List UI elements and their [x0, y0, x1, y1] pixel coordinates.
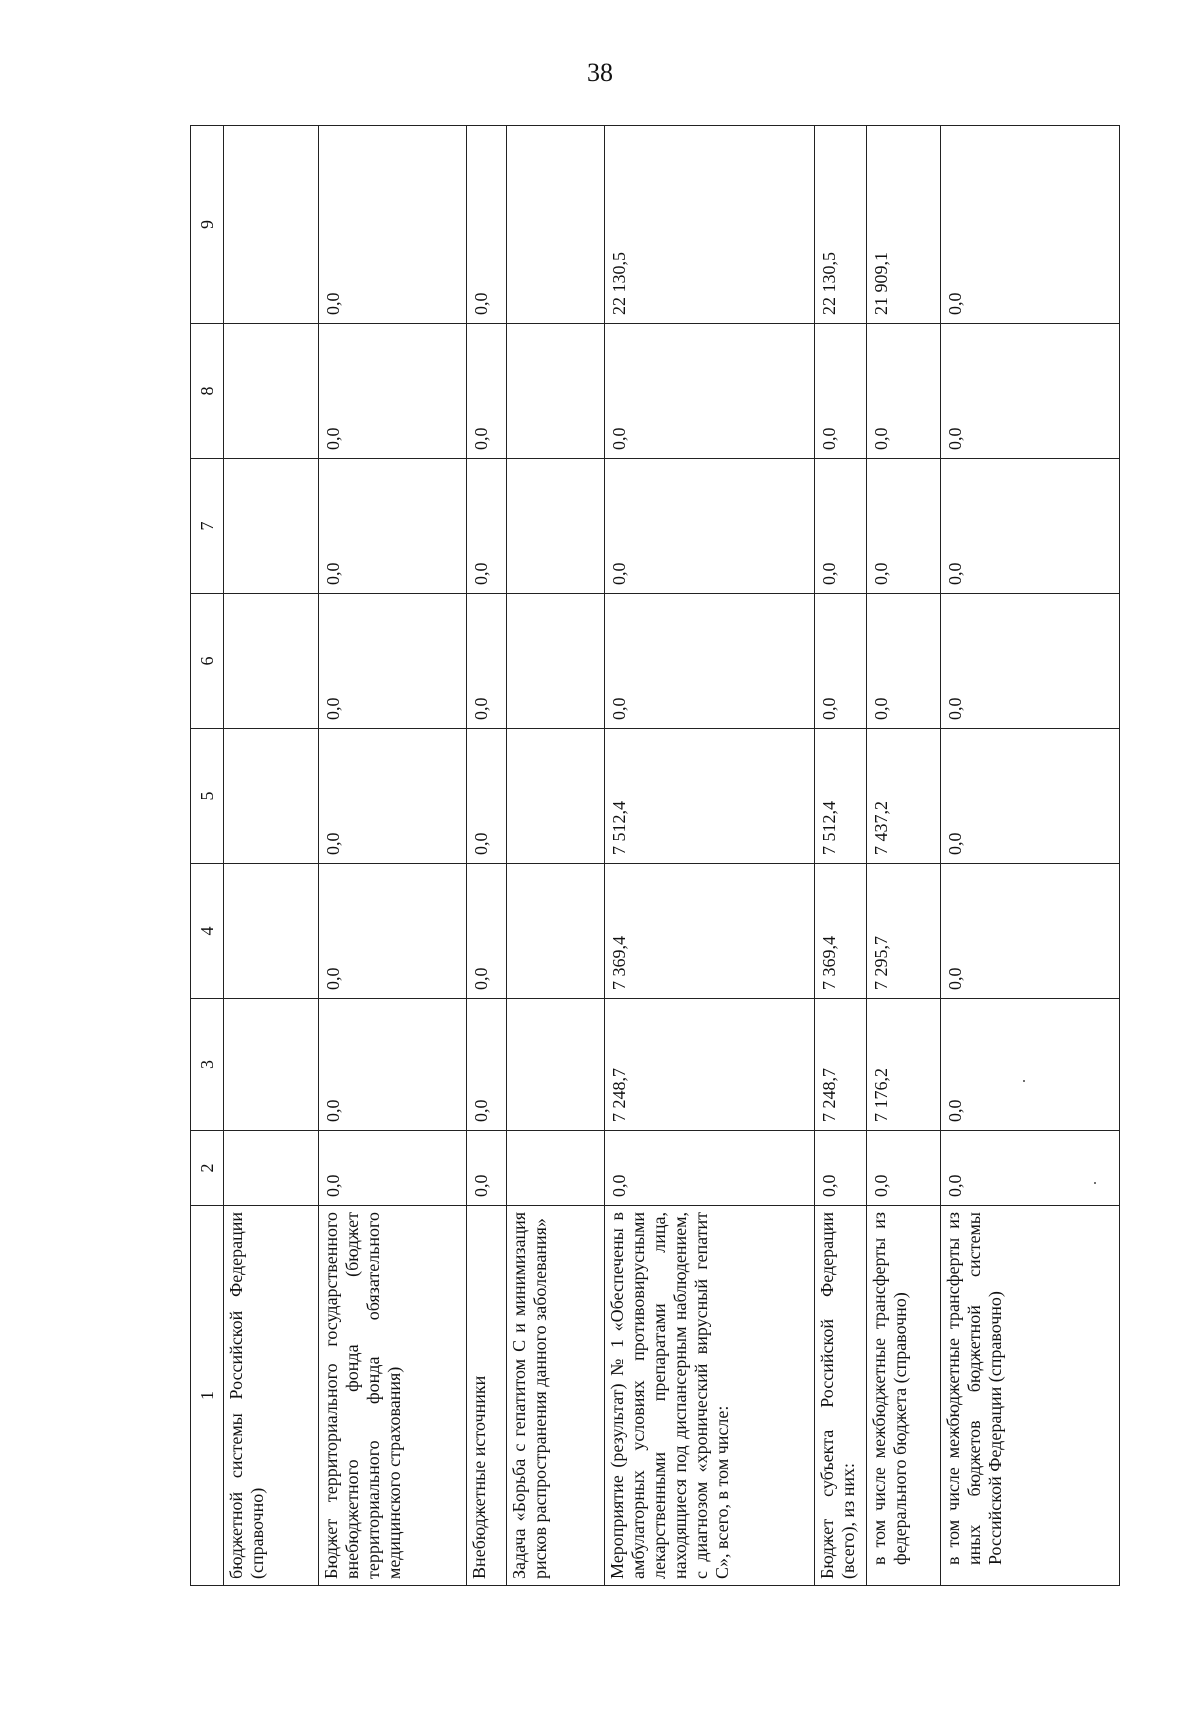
- cell-value: 0,0: [941, 999, 1120, 1131]
- cell-value: 0,0: [815, 594, 867, 729]
- cell-value: [224, 594, 319, 729]
- cell-value: [224, 324, 319, 459]
- cell-value: 0,0: [867, 1131, 941, 1206]
- column-header: 6: [191, 594, 224, 729]
- cell-value: 0,0: [941, 1131, 1120, 1206]
- cell-value: 0,0: [467, 126, 507, 324]
- cell-value: 22 130,5: [815, 126, 867, 324]
- cell-value: 0,0: [941, 864, 1120, 999]
- cell-value: 0,0: [467, 999, 507, 1131]
- column-header: 1: [191, 1206, 224, 1586]
- cell-value: 22 130,5: [605, 126, 815, 324]
- cell-value: 7 295,7: [867, 864, 941, 999]
- cell-value: 0,0: [605, 459, 815, 594]
- cell-value: 0,0: [867, 324, 941, 459]
- cell-value: 0,0: [467, 459, 507, 594]
- cell-value: 0,0: [467, 729, 507, 864]
- cell-value: 0,0: [319, 1131, 467, 1206]
- table-row: [605, 126, 815, 1586]
- column-header: 3: [191, 999, 224, 1131]
- column-header: 9: [191, 126, 224, 324]
- row-label: в том числе межбюджетные трансферты из федерального бюджета (справочно): [867, 1206, 941, 1586]
- cell-value: 0,0: [467, 864, 507, 999]
- cell-value: 0,0: [941, 126, 1120, 324]
- cell-value: [224, 864, 319, 999]
- table-row: [941, 126, 1120, 1586]
- cell-value: [507, 864, 605, 999]
- cell-value: 0,0: [941, 324, 1120, 459]
- cell-value: 7 512,4: [815, 729, 867, 864]
- cell-value: [507, 594, 605, 729]
- cell-value: 7 437,2: [867, 729, 941, 864]
- cell-value: 0,0: [867, 594, 941, 729]
- cell-value: 7 248,7: [605, 999, 815, 1131]
- cell-value: [507, 729, 605, 864]
- row-label: Задача «Борьба с гепатитом С и минимизация рисков распространения данного заболевания»: [507, 1206, 605, 1586]
- column-header: 5: [191, 729, 224, 864]
- cell-value: 21 909,1: [867, 126, 941, 324]
- cell-value: 0,0: [941, 594, 1120, 729]
- row-label: в том числе межбюджетные трансферты из иных бюджетов бюджетной системы Российской Федерации (справочно): [941, 1206, 1120, 1586]
- cell-value: 0,0: [467, 1131, 507, 1206]
- cell-value: 0,0: [941, 729, 1120, 864]
- cell-value: 0,0: [605, 324, 815, 459]
- row-label: Бюджет субъекта Российской Федерации (всего), из них:: [815, 1206, 867, 1586]
- cell-value: [507, 324, 605, 459]
- row-label: бюджетной системы Российской Федерации (справочно): [224, 1206, 319, 1586]
- cell-value: 0,0: [941, 459, 1120, 594]
- cell-value: 0,0: [867, 459, 941, 594]
- scan-speck: [1094, 1182, 1096, 1184]
- cell-value: [507, 999, 605, 1131]
- cell-value: [224, 999, 319, 1131]
- cell-value: [507, 459, 605, 594]
- cell-value: 0,0: [467, 594, 507, 729]
- page-number: 38: [587, 58, 613, 87]
- budget-table: [190, 125, 1120, 1586]
- cell-value: 7 369,4: [815, 864, 867, 999]
- cell-value: 7 369,4: [605, 864, 815, 999]
- cell-value: 0,0: [319, 999, 467, 1131]
- table-header-row: [191, 126, 224, 1586]
- table-row: [867, 126, 941, 1586]
- column-header: 4: [191, 864, 224, 999]
- table-row: [507, 126, 605, 1586]
- cell-value: 7 512,4: [605, 729, 815, 864]
- cell-value: [507, 126, 605, 324]
- cell-value: 0,0: [815, 1131, 867, 1206]
- row-label: Внебюджетные источники: [467, 1206, 507, 1586]
- cell-value: [224, 1131, 319, 1206]
- cell-value: 0,0: [605, 1131, 815, 1206]
- cell-value: 0,0: [815, 324, 867, 459]
- budget-table-container: [190, 126, 1120, 1586]
- cell-value: 0,0: [319, 126, 467, 324]
- cell-value: 0,0: [319, 729, 467, 864]
- column-header: 2: [191, 1131, 224, 1206]
- cell-value: [224, 459, 319, 594]
- cell-value: [507, 1131, 605, 1206]
- cell-value: 0,0: [319, 324, 467, 459]
- cell-value: [224, 729, 319, 864]
- table-row: [319, 126, 467, 1586]
- row-label: Бюджет территориального государственного внебюджетного фонда (бюджет территориального фонда обязательного медицинского страхования): [319, 1206, 467, 1586]
- cell-value: [224, 126, 319, 324]
- cell-value: 0,0: [319, 459, 467, 594]
- scan-speck: [1023, 1080, 1025, 1082]
- cell-value: 0,0: [467, 324, 507, 459]
- cell-value: 0,0: [605, 594, 815, 729]
- table-row: [815, 126, 867, 1586]
- cell-value: 7 176,2: [867, 999, 941, 1131]
- column-header: 8: [191, 324, 224, 459]
- row-label: Мероприятие (результат) № 1 «Обеспечены в амбулаторных условиях противовирусными лекарственными препаратами лица, находящиеся под диспансерным наблюдением, с диагнозом «хронический вирусный гепатит С», всего, в том числе:: [605, 1206, 815, 1586]
- table-row: [467, 126, 507, 1586]
- column-header: 7: [191, 459, 224, 594]
- cell-value: 7 248,7: [815, 999, 867, 1131]
- cell-value: 0,0: [319, 594, 467, 729]
- cell-value: 0,0: [815, 459, 867, 594]
- cell-value: 0,0: [319, 864, 467, 999]
- table-row: [224, 126, 319, 1586]
